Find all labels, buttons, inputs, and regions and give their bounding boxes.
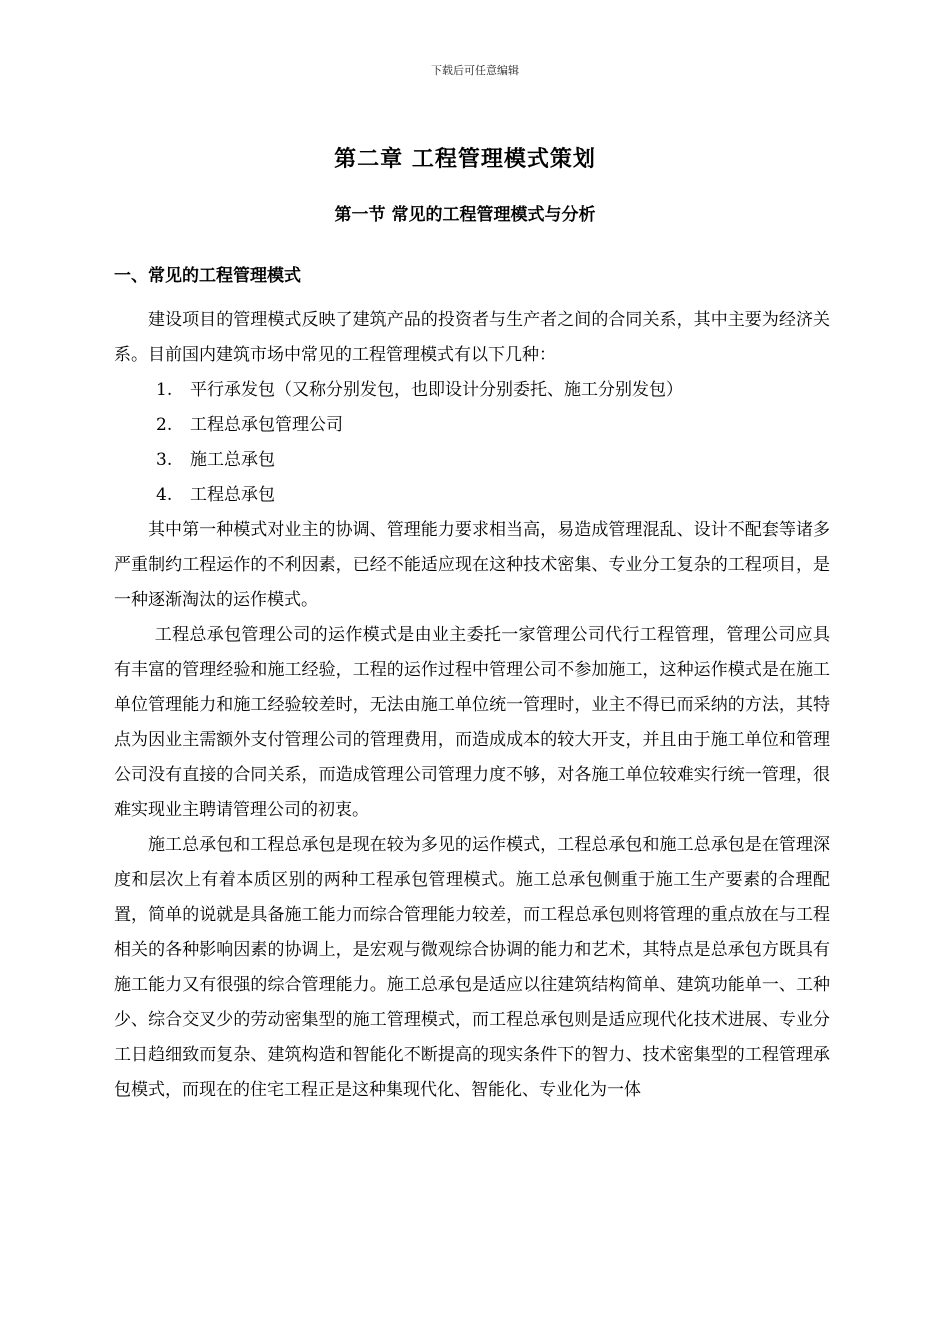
list-item-number: 2. [156,415,173,435]
list-item [114,373,830,408]
body-text [114,303,830,1108]
chapter-title: 第二章 工程管理模式策划 [334,147,596,172]
list-item-text: 工程总承包管理公司 [190,415,343,435]
list-item-text: 工程总承包 [190,485,275,505]
list-item-number: 4. [156,485,173,505]
list-item [114,443,830,478]
list-item-text: 平行承发包（又称分别发包，也即设计分别委托、施工分别发包） [190,380,683,400]
paragraph-intro: 建设项目的管理模式反映了建筑产品的投资者与生产者之间的合同关系，其中主要为经济关系。目前国内建筑市场中常见的工程管理模式有以下几种： [114,310,830,365]
header-note: 下载后可任意编辑 [431,64,519,77]
management-mode-list [114,373,830,513]
subsection-title: 一、常见的工程管理模式 [114,266,301,286]
paragraph-management-company: 工程总承包管理公司的运作模式是由业主委托一家管理公司代行工程管理，管理公司应具有丰富的管理经验和施工经验，工程的运作过程中管理公司不参加施工，这种运作模式是在施工单位管理能力和施工经验较差时，无法由施工单位统一管理时，业主不得已而采纳的方法，其特点为因业主需额外支付管理公司的管理费用，而造成成本的较大开支，并且由于施工单位和管理公司没有直接的合同关系，而造成管理公司管理力度不够，对各施工单位较难实行统一管理，很难实现业主聘请管理公司的初衷。 [114,625,830,820]
paragraph-first-mode: 其中第一种模式对业主的协调、管理能力要求相当高，易造成管理混乱、设计不配套等诸多严重制约工程运作的不利因素，已经不能适应现在这种技术密集、专业分工复杂的工程项目，是一种逐渐淘汰的运作模式。 [114,520,830,610]
paragraph-general-contracting: 施工总承包和工程总承包是现在较为多见的运作模式，工程总承包和施工总承包是在管理深度和层次上有着本质区别的两种工程承包管理模式。施工总承包侧重于施工生产要素的合理配置，简单的说就是具备施工能力而综合管理能力较差，而工程总承包则将管理的重点放在与工程相关的各种影响因素的协调上，是宏观与微观综合协调的能力和艺术，其特点是总承包方既具有施工能力又有很强的综合管理能力。施工总承包是适应以往建筑结构简单、建筑功能单一、工种少、综合交叉少的劳动密集型的施工管理模式，而工程总承包则是适应现代化技术进展、专业分工日趋细致而复杂、建筑构造和智能化不断提高的现实条件下的智力、技术密集型的工程管理承包模式，而现在的住宅工程正是这种集现代化、智能化、专业化为一体 [114,835,830,1100]
list-item-text: 施工总承包 [190,450,275,470]
section-title: 第一节 常见的工程管理模式与分析 [334,205,596,225]
list-item [114,408,830,443]
list-item-number: 3. [156,450,173,470]
list-item [114,478,830,513]
list-item-number: 1. [156,380,173,400]
